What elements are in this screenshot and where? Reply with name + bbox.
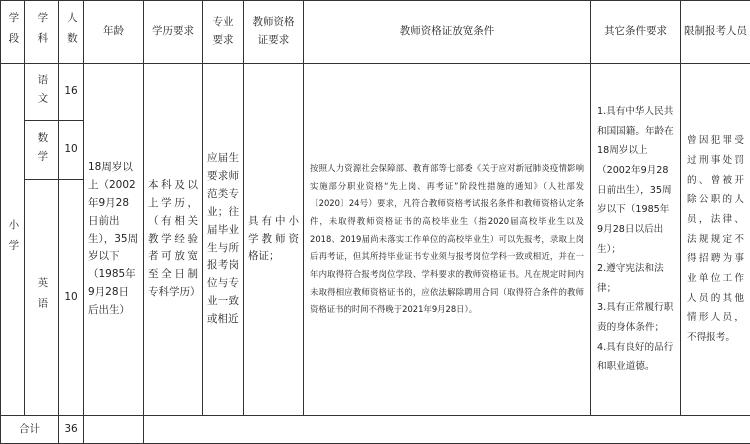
header-age: 年龄: [84, 1, 144, 64]
total-empty: [84, 416, 144, 444]
row-chinese: [1, 64, 750, 121]
age-requirement: 18周岁以上（2002年9月28日前出生），35周岁以下（1985年9月28日后出生）: [84, 64, 144, 416]
policy-text: 按照人力资源社会保障部、教育部等七部委《关于应对新冠肺炎疫情影响实施部分职业资格“先上岗、再考证”阶段性措施的通知》（人社部发〔2020〕24号）要求，凡符合教师资格考试报名条件和教师资格认定条件，未取得教师资格证书的高校毕业生（指2020届高校毕业生以及2018、2019届尚未落实工作单位的高校毕业生）可以先报考，录取上岗后再考证，但其所持毕业证书专业须与报考岗位学科一致或相近，并在一年内取得符合报考岗位学段、学科要求的教师资格证书。凡在规定时间内未取得相应教师资格证书的，应依法解除聘用合同（取得符合条件的教师资格证书的时间不得晚于2021年9月28日）。: [304, 64, 591, 416]
header-row: [1, 1, 750, 64]
header-major: 专业要求: [203, 1, 244, 64]
other-requirements: [591, 64, 681, 416]
major-requirement: 应届生要求师范类专业；往届毕业生与所报考岗位与专业一致或相近: [203, 64, 244, 416]
total-row: [1, 416, 750, 444]
cert-requirement: 具有中小学教师资格证；: [244, 64, 304, 416]
other-item: 3.具有正常履行职责的身体条件；: [597, 302, 674, 334]
restrict-cell: 曾因犯罪受过刑事处罚的、曾被开除公职的人员，法律、法规规定不得招聘为事业单位工作人员的其他情形人员，不得报考。: [681, 64, 750, 416]
other-item: 2.遵守宪法和法律；: [597, 263, 664, 294]
education-requirement: 本科及以上学历，（有相关教学经验者可放宽至全日制专科学历）: [144, 64, 203, 416]
other-item: 1.具有中华人民共和国国籍。年龄在18周岁以上（2002年9月28日前出生），35周岁以下（1985年9月28日以后出生）；: [597, 105, 674, 255]
header-other: 其它条件要求: [591, 1, 681, 64]
total-empty-wide: [144, 416, 750, 444]
stage-cell: 小学: [1, 64, 25, 416]
total-label: 合计: [1, 416, 59, 444]
header-policy: 教师资格证放宽条件: [304, 1, 591, 64]
header-stage: 学段: [1, 1, 25, 64]
header-restrict: 限制报考人员: [681, 1, 750, 64]
count-english: 10: [59, 180, 84, 416]
header-count: 人数: [59, 1, 84, 64]
subject-english: 英语: [25, 180, 59, 416]
header-subject: 学科: [25, 1, 59, 64]
subject-chinese: 语文: [25, 64, 59, 121]
total-count: 36: [59, 416, 84, 444]
other-item: 4.具有良好的品行和职业道德。: [597, 341, 674, 373]
header-cert: 教师资格证要求: [244, 1, 304, 64]
other-requirements-list: [591, 102, 680, 377]
header-education: 学历要求: [144, 1, 203, 64]
subject-math: 数学: [25, 121, 59, 180]
count-math: 10: [59, 121, 84, 180]
count-chinese: 16: [59, 64, 84, 121]
